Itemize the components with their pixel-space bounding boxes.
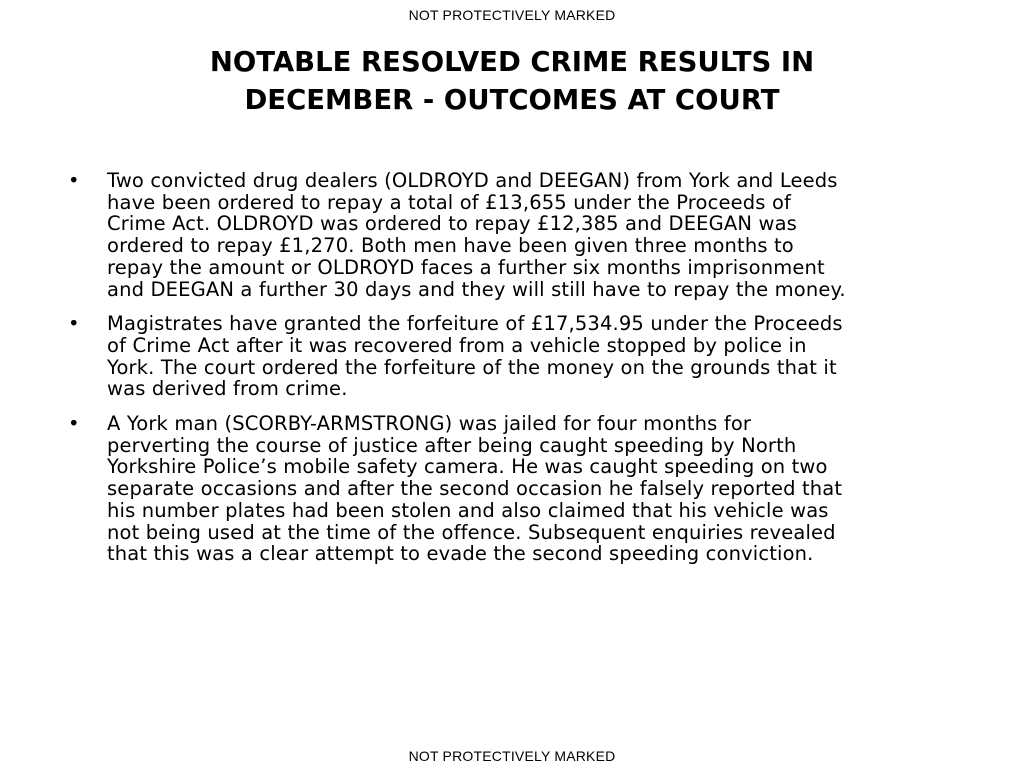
text-line: of Crime Act after it was recovered from a vehicle stopped by police in: [107, 333, 807, 357]
text-line: Two convicted drug dealers (OLDROYD and DEEGAN) from York and Leeds: [107, 169, 838, 192]
page-title: [0, 43, 1024, 119]
list-item-perverting-justice: [0, 413, 977, 565]
list-item-forfeiture: [0, 313, 977, 400]
text-line: separate occasions and after the second occasion he falsely reported that: [107, 477, 843, 501]
text-line: not being used at the time of the offence. Subsequent enquiries revealed: [107, 520, 836, 544]
text-line: A York man (SCORBY-ARMSTRONG) was jailed for four months for: [107, 412, 752, 436]
text-line: that this was a clear attempt to evade the second speeding conviction.: [107, 542, 814, 566]
text-line: perverting the course of justice after being caught speeding by North: [107, 433, 797, 457]
list-item-drug-dealers: [0, 170, 977, 300]
page-title-line-1: NOTABLE RESOLVED CRIME RESULTS IN: [209, 46, 815, 78]
bullet-icon: •: [68, 312, 80, 336]
list-item-text: [107, 313, 977, 400]
text-line: Magistrates have granted the forfeiture of £17,534.95 under the Proceeds: [107, 312, 843, 336]
list-item-text: [107, 413, 977, 565]
text-line: have been ordered to repay a total of £13,655 under the Proceeds of: [107, 190, 792, 214]
text-line: repay the amount or OLDROYD faces a further six months imprisonment: [107, 255, 825, 279]
page-title-line-2: DECEMBER - OUTCOMES AT COURT: [244, 84, 780, 116]
list-item-text: [107, 170, 977, 300]
text-line: was derived from crime.: [107, 377, 348, 401]
text-line: York. The court ordered the forfeiture of the money on the grounds that it: [107, 355, 837, 379]
text-line: Crime Act. OLDROYD was ordered to repay £12,385 and DEEGAN was: [107, 212, 797, 236]
crime-results-list: [0, 170, 1024, 578]
text-line: ordered to repay £1,270. Both men have been given three months to: [107, 234, 794, 258]
text-line: Yorkshire Police’s mobile safety camera. He was caught speeding on two: [107, 455, 828, 479]
protective-marking-footer: NOT PROTECTIVELY MARKED: [408, 748, 616, 764]
bullet-icon: •: [68, 169, 80, 192]
protective-marking-header: NOT PROTECTIVELY MARKED: [408, 7, 616, 23]
text-line: his number plates had been stolen and also claimed that his vehicle was: [107, 498, 829, 522]
bullet-icon: •: [68, 412, 80, 436]
text-line: and DEEGAN a further 30 days and they will still have to repay the money.: [107, 277, 846, 301]
